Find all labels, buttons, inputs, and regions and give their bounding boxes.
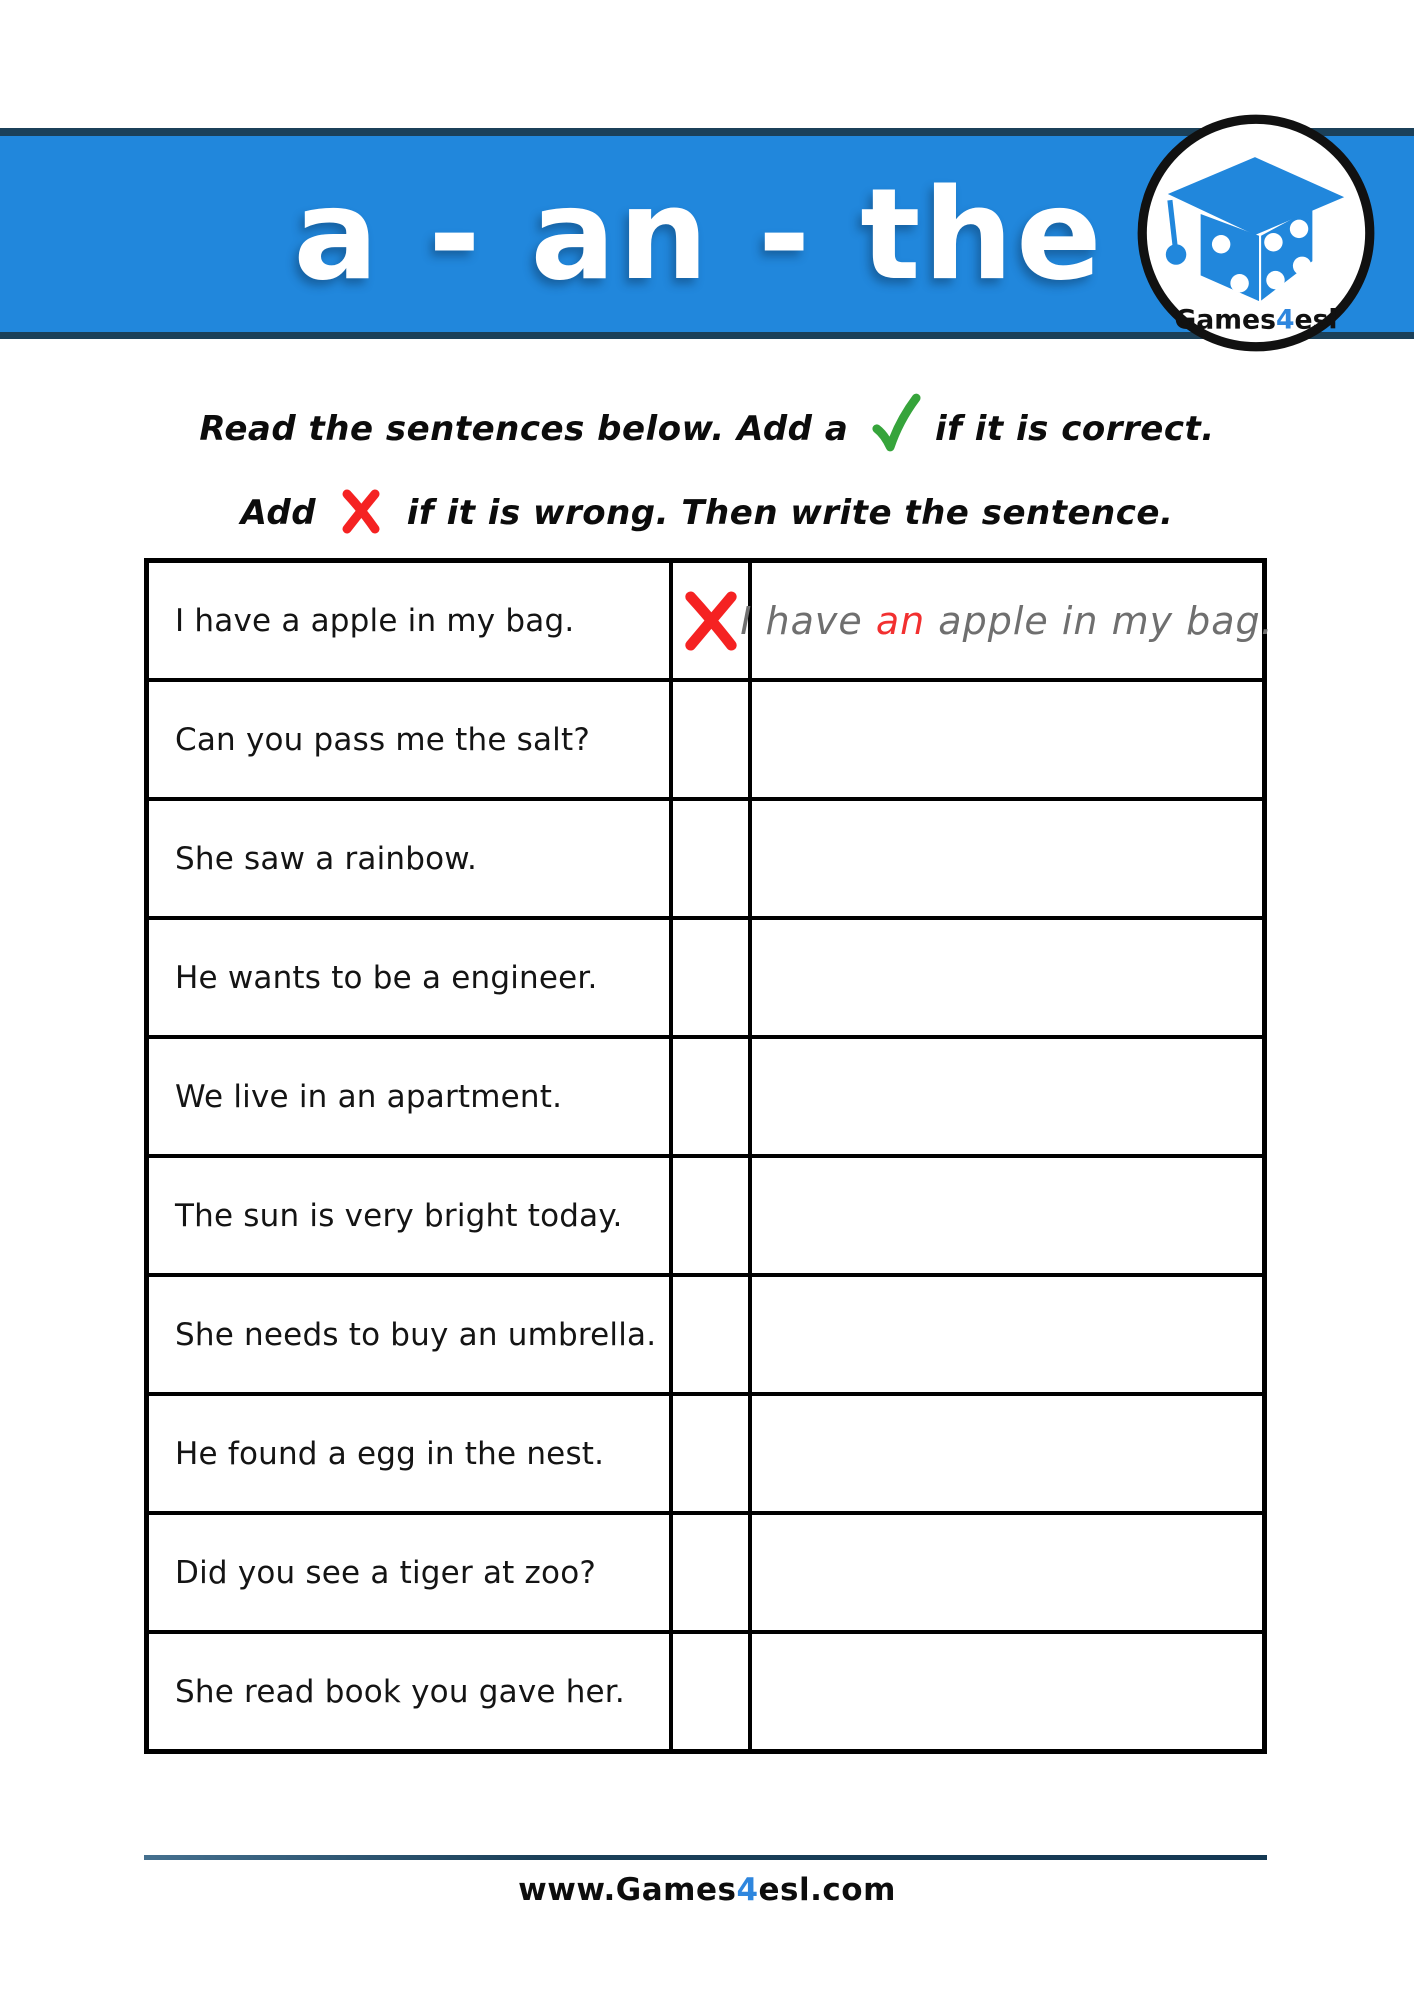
instructions-line-2-text: Add — [240, 493, 317, 533]
sentence-cell — [149, 920, 673, 1035]
footer-divider — [144, 1855, 1267, 1860]
worksheet-table — [144, 558, 1274, 1754]
mark-cell[interactable] — [673, 1277, 752, 1392]
answer-cell[interactable] — [752, 682, 1262, 797]
sentence-cell — [149, 801, 673, 916]
cross-mark-icon — [680, 588, 742, 654]
footer-url-digit: 4 — [736, 1872, 759, 1908]
table-row — [149, 682, 1262, 801]
table-row — [149, 563, 1274, 682]
games4esl-logo — [1133, 110, 1379, 356]
sentence-text: Can you pass me the salt? — [175, 721, 591, 758]
table-row — [149, 801, 1262, 920]
sentence-text: He wants to be a engineer. — [175, 959, 598, 996]
answer-cell[interactable] — [752, 1158, 1262, 1273]
instructions-line-1-text-after: if it is correct. — [934, 409, 1215, 449]
cross-icon — [338, 487, 384, 535]
sentence-cell — [149, 1515, 673, 1630]
footer-url-suffix: esl.com — [758, 1872, 896, 1908]
sentence-text: The sun is very bright today. — [175, 1197, 623, 1234]
footer-url — [0, 1872, 1414, 1908]
sentence-cell — [149, 1634, 673, 1749]
instructions-line-1 — [0, 392, 1414, 454]
sentence-text: She saw a rainbow. — [175, 840, 478, 877]
sentence-text: She needs to buy an umbrella. — [175, 1316, 657, 1353]
answer-text: I have an apple in my bag. — [740, 598, 1274, 643]
instructions-line-2-text-after: if it is wrong. Then write the sentence. — [406, 493, 1174, 533]
sentence-text: He found a egg in the nest. — [175, 1435, 605, 1472]
answer-cell[interactable] — [740, 563, 1274, 678]
check-icon — [871, 392, 921, 454]
table-row — [149, 1158, 1262, 1277]
page-title: a - an - the — [293, 160, 1105, 308]
sentence-cell — [149, 563, 673, 678]
sentence-text: She read book you gave her. — [175, 1673, 625, 1710]
answer-cell[interactable] — [752, 1515, 1262, 1630]
answer-cell[interactable] — [752, 1277, 1262, 1392]
instructions — [0, 392, 1414, 535]
instructions-line-2 — [0, 487, 1414, 535]
logo-text: Games4esl — [1174, 304, 1338, 336]
mark-cell[interactable] — [673, 920, 752, 1035]
mark-cell[interactable] — [673, 1158, 752, 1273]
sentence-text: I have a apple in my bag. — [175, 602, 575, 639]
sentence-cell — [149, 682, 673, 797]
answer-cell[interactable] — [752, 1396, 1262, 1511]
sentence-cell — [149, 1277, 673, 1392]
footer-url-prefix: www.Games — [518, 1872, 737, 1908]
answer-cell[interactable] — [752, 1039, 1262, 1154]
mark-cell[interactable] — [673, 1039, 752, 1154]
sentence-text: We live in an apartment. — [175, 1078, 563, 1115]
games4esl-logo-graphic — [1133, 110, 1379, 356]
table-row — [149, 1039, 1262, 1158]
sentence-cell — [149, 1039, 673, 1154]
mark-cell[interactable] — [673, 1396, 752, 1511]
sentence-text: Did you see a tiger at zoo? — [175, 1554, 597, 1591]
answer-cell[interactable] — [752, 920, 1262, 1035]
mark-cell[interactable] — [673, 801, 752, 916]
instructions-line-1-text: Read the sentences below. Add a — [199, 409, 849, 449]
table-row — [149, 1277, 1262, 1396]
answer-cell[interactable] — [752, 801, 1262, 916]
sentence-cell — [149, 1396, 673, 1511]
table-row — [149, 1515, 1262, 1634]
mark-cell[interactable] — [673, 682, 752, 797]
table-row — [149, 1396, 1262, 1515]
mark-cell[interactable] — [673, 1634, 752, 1749]
table-row — [149, 1634, 1262, 1749]
mark-cell[interactable] — [673, 1515, 752, 1630]
answer-cell[interactable] — [752, 1634, 1262, 1749]
table-row — [149, 920, 1262, 1039]
sentence-cell — [149, 1158, 673, 1273]
